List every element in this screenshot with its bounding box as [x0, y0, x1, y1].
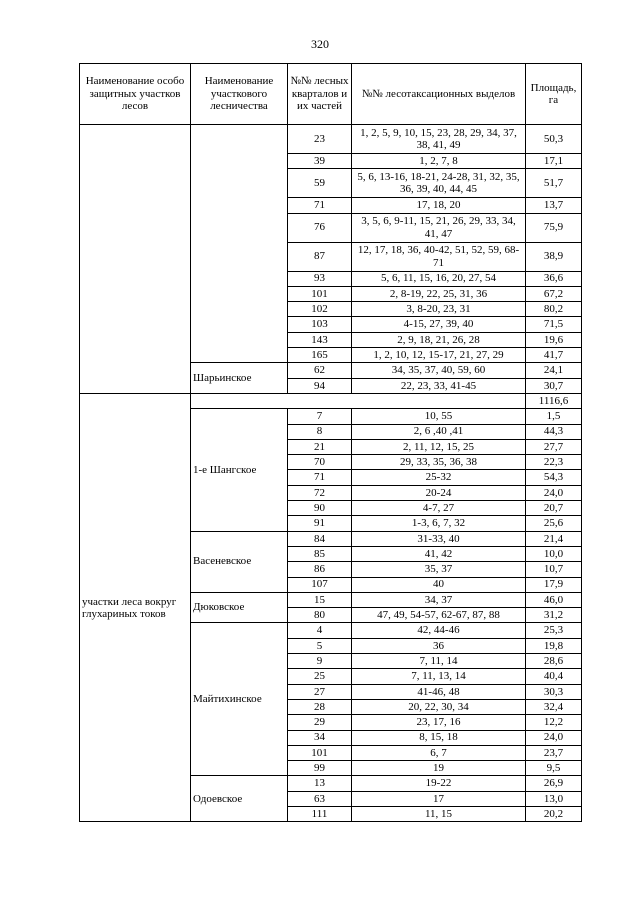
quarter-cell: 103 [288, 317, 352, 332]
quarter-cell: 8 [288, 424, 352, 439]
quarter-cell: 90 [288, 501, 352, 516]
quarter-cell: 15 [288, 592, 352, 607]
allotments-cell: 2, 9, 18, 21, 26, 28 [352, 332, 526, 347]
quarter-cell: 70 [288, 455, 352, 470]
quarter-cell: 85 [288, 546, 352, 561]
area-cell: 26,9 [526, 776, 582, 791]
area-cell: 28,6 [526, 654, 582, 669]
quarter-cell: 94 [288, 378, 352, 393]
allotments-cell: 22, 23, 33, 41-45 [352, 378, 526, 393]
area-cell: 17,1 [526, 154, 582, 169]
quarter-cell: 21 [288, 439, 352, 454]
area-cell: 67,2 [526, 286, 582, 301]
protected-forest-table [79, 63, 582, 822]
quarter-cell: 25 [288, 669, 352, 684]
area-cell: 21,4 [526, 531, 582, 546]
area-cell: 25,3 [526, 623, 582, 638]
allotments-cell: 11, 15 [352, 806, 526, 821]
quarter-cell: 13 [288, 776, 352, 791]
allotments-cell: 29, 33, 35, 36, 38 [352, 455, 526, 470]
area-cell: 36,6 [526, 271, 582, 286]
area-cell: 24,1 [526, 363, 582, 378]
page-number: 320 [311, 37, 329, 51]
allotments-cell: 5, 6, 11, 15, 16, 20, 27, 54 [352, 271, 526, 286]
header-quarters: №№ лесных кварталов и их частей [288, 64, 352, 125]
area-cell: 40,4 [526, 669, 582, 684]
quarter-cell: 5 [288, 638, 352, 653]
quarter-cell: 91 [288, 516, 352, 531]
allotments-cell: 42, 44-46 [352, 623, 526, 638]
quarter-cell: 101 [288, 745, 352, 760]
allotments-cell: 12, 17, 18, 36, 40-42, 51, 52, 59, 68-71 [352, 242, 526, 271]
allotments-cell: 47, 49, 54-57, 62-67, 87, 88 [352, 608, 526, 623]
district-name-cell: Одоевское [191, 776, 288, 822]
quarter-cell: 102 [288, 302, 352, 317]
district-name-cell [191, 125, 288, 363]
allotments-cell: 3, 5, 6, 9-11, 15, 21, 26, 29, 33, 34, 41, 47 [352, 213, 526, 242]
quarter-cell: 9 [288, 654, 352, 669]
area-cell: 22,3 [526, 455, 582, 470]
allotments-cell: 1-3, 6, 7, 32 [352, 516, 526, 531]
area-cell: 75,9 [526, 213, 582, 242]
area-cell: 13,0 [526, 791, 582, 806]
allotments-cell: 35, 37 [352, 562, 526, 577]
allotments-cell: 3, 8-20, 23, 31 [352, 302, 526, 317]
allotments-cell: 10, 55 [352, 409, 526, 424]
allotments-cell: 23, 17, 16 [352, 715, 526, 730]
area-cell: 27,7 [526, 439, 582, 454]
allotments-cell: 17 [352, 791, 526, 806]
quarter-cell: 23 [288, 125, 352, 154]
header-area-name: Наименование особо защитных участков лесов [80, 64, 191, 125]
header-row [80, 64, 582, 125]
allotments-cell: 36 [352, 638, 526, 653]
allotments-cell: 40 [352, 577, 526, 592]
area-cell: 54,3 [526, 470, 582, 485]
quarter-cell: 28 [288, 699, 352, 714]
district-name-cell: Шарьинское [191, 363, 288, 394]
group-total-blank [191, 393, 526, 408]
area-cell: 38,9 [526, 242, 582, 271]
quarter-cell: 165 [288, 348, 352, 363]
allotments-cell: 1, 2, 10, 12, 15-17, 21, 27, 29 [352, 348, 526, 363]
allotments-cell: 31-33, 40 [352, 531, 526, 546]
area-cell: 10,0 [526, 546, 582, 561]
area-cell: 12,2 [526, 715, 582, 730]
allotments-cell: 8, 15, 18 [352, 730, 526, 745]
allotments-cell: 7, 11, 14 [352, 654, 526, 669]
allotments-cell: 6, 7 [352, 745, 526, 760]
quarter-cell: 29 [288, 715, 352, 730]
area-cell: 10,7 [526, 562, 582, 577]
quarter-cell: 93 [288, 271, 352, 286]
area-name-cell: участки леса вокруг глухариных токов [80, 393, 191, 821]
allotments-cell: 41, 42 [352, 546, 526, 561]
area-cell: 13,7 [526, 198, 582, 213]
quarter-cell: 80 [288, 608, 352, 623]
allotments-cell: 19-22 [352, 776, 526, 791]
quarter-cell: 62 [288, 363, 352, 378]
quarter-cell: 99 [288, 761, 352, 776]
quarter-cell: 71 [288, 470, 352, 485]
area-cell: 32,4 [526, 699, 582, 714]
area-cell: 25,6 [526, 516, 582, 531]
allotments-cell: 2, 11, 12, 15, 25 [352, 439, 526, 454]
area-cell: 46,0 [526, 592, 582, 607]
allotments-cell: 34, 35, 37, 40, 59, 60 [352, 363, 526, 378]
area-name-cell [80, 125, 191, 394]
district-name-cell: 1-е Шангское [191, 409, 288, 531]
area-cell: 24,0 [526, 485, 582, 500]
quarter-cell: 86 [288, 562, 352, 577]
allotments-cell: 5, 6, 13-16, 18-21, 24-28, 31, 32, 35, 36, 39, 40, 44, 45 [352, 169, 526, 198]
quarter-cell: 71 [288, 198, 352, 213]
area-cell: 24,0 [526, 730, 582, 745]
allotments-cell: 17, 18, 20 [352, 198, 526, 213]
district-name-cell: Майтихинское [191, 623, 288, 776]
allotments-cell: 41-46, 48 [352, 684, 526, 699]
allotments-cell: 34, 37 [352, 592, 526, 607]
quarter-cell: 27 [288, 684, 352, 699]
quarter-cell: 39 [288, 154, 352, 169]
area-cell: 19,6 [526, 332, 582, 347]
quarter-cell: 143 [288, 332, 352, 347]
header-district-name: Наименование участкового лесничества [191, 64, 288, 125]
area-cell: 9,5 [526, 761, 582, 776]
allotments-cell: 19 [352, 761, 526, 776]
allotments-cell: 2, 6 ,40 ,41 [352, 424, 526, 439]
allotments-cell: 20, 22, 30, 34 [352, 699, 526, 714]
quarter-cell: 87 [288, 242, 352, 271]
area-cell: 19,8 [526, 638, 582, 653]
header-area: Площадь, га [526, 64, 582, 125]
area-cell: 23,7 [526, 745, 582, 760]
header-allotments: №№ лесотаксационных выделов [352, 64, 526, 125]
allotments-cell: 20-24 [352, 485, 526, 500]
area-cell: 20,2 [526, 806, 582, 821]
area-cell: 31,2 [526, 608, 582, 623]
area-cell: 80,2 [526, 302, 582, 317]
area-cell: 17,9 [526, 577, 582, 592]
allotments-cell: 25-32 [352, 470, 526, 485]
district-name-cell: Дюковское [191, 592, 288, 623]
quarter-cell: 63 [288, 791, 352, 806]
area-cell: 1,5 [526, 409, 582, 424]
quarter-cell: 111 [288, 806, 352, 821]
quarter-cell: 72 [288, 485, 352, 500]
allotments-cell: 7, 11, 13, 14 [352, 669, 526, 684]
district-name-cell: Васеневское [191, 531, 288, 592]
area-cell: 71,5 [526, 317, 582, 332]
allotments-cell: 4-7, 27 [352, 501, 526, 516]
area-cell: 51,7 [526, 169, 582, 198]
quarter-cell: 76 [288, 213, 352, 242]
allotments-cell: 2, 8-19, 22, 25, 31, 36 [352, 286, 526, 301]
area-cell: 50,3 [526, 125, 582, 154]
group-total-area: 1116,6 [526, 393, 582, 408]
quarter-cell: 84 [288, 531, 352, 546]
quarter-cell: 7 [288, 409, 352, 424]
quarter-cell: 59 [288, 169, 352, 198]
area-cell: 30,7 [526, 378, 582, 393]
area-cell: 20,7 [526, 501, 582, 516]
allotments-cell: 1, 2, 5, 9, 10, 15, 23, 28, 29, 34, 37, 38, 41, 49 [352, 125, 526, 154]
table-row [80, 125, 582, 154]
quarter-cell: 4 [288, 623, 352, 638]
area-cell: 30,3 [526, 684, 582, 699]
area-cell: 44,3 [526, 424, 582, 439]
quarter-cell: 101 [288, 286, 352, 301]
allotments-cell: 4-15, 27, 39, 40 [352, 317, 526, 332]
allotments-cell: 1, 2, 7, 8 [352, 154, 526, 169]
group-total-row [80, 393, 582, 408]
quarter-cell: 34 [288, 730, 352, 745]
area-cell: 41,7 [526, 348, 582, 363]
quarter-cell: 107 [288, 577, 352, 592]
